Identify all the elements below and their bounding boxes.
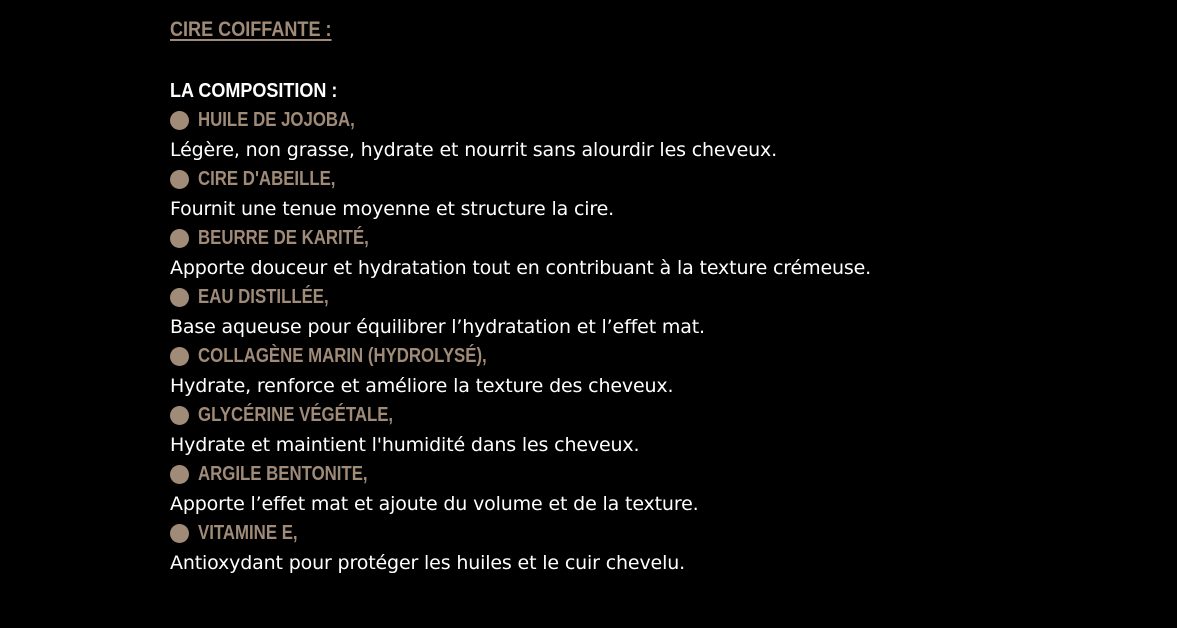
ingredient-item <box>170 518 1130 577</box>
bullet-circle-icon <box>170 465 189 484</box>
composition-heading: LA COMPOSITION : <box>170 80 338 102</box>
ingredient-name: EAU DISTILLÉE, <box>198 286 329 308</box>
ingredient-name-row <box>170 105 1130 136</box>
ingredient-name: ARGILE BENTONITE, <box>198 463 368 485</box>
ingredient-name: GLYCÉRINE VÉGÉTALE, <box>198 404 394 426</box>
ingredient-name: HUILE DE JOJOBA, <box>198 109 355 131</box>
ingredient-name-row <box>170 223 1130 254</box>
ingredient-description: Légère, non grasse, hydrate et nourrit sans alourdir les cheveux. <box>170 139 777 161</box>
ingredient-description: Fournit une tenue moyenne et structure la cire. <box>170 198 615 220</box>
page-title: CIRE COIFFANTE : <box>170 18 332 41</box>
ingredient-item <box>170 400 1130 459</box>
ingredient-name: CIRE D'ABEILLE, <box>198 168 336 190</box>
product-info <box>170 16 1130 577</box>
bullet-circle-icon <box>170 170 189 189</box>
ingredient-description: Apporte douceur et hydratation tout en contribuant à la texture crémeuse. <box>170 257 872 279</box>
ingredient-name-row <box>170 459 1130 490</box>
ingredient-name: VITAMINE E, <box>198 522 298 544</box>
ingredient-name-row <box>170 282 1130 313</box>
ingredient-list <box>170 105 1130 577</box>
ingredient-description: Hydrate, renforce et améliore la texture des cheveux. <box>170 375 674 397</box>
ingredient-name-row <box>170 400 1130 431</box>
ingredient-name-row <box>170 341 1130 372</box>
bullet-circle-icon <box>170 229 189 248</box>
ingredient-description: Hydrate et maintient l'humidité dans les cheveux. <box>170 434 640 456</box>
ingredient-name-row <box>170 518 1130 549</box>
ingredient-name-row <box>170 164 1130 195</box>
bullet-circle-icon <box>170 524 189 543</box>
ingredient-description: Antioxydant pour protéger les huiles et le cuir chevelu. <box>170 552 685 574</box>
bullet-circle-icon <box>170 111 189 130</box>
ingredient-item <box>170 341 1130 400</box>
ingredient-item <box>170 459 1130 518</box>
ingredient-name: BEURRE DE KARITÉ, <box>198 227 369 249</box>
ingredient-description: Base aqueuse pour équilibrer l’hydratation et l’effet mat. <box>170 316 705 338</box>
ingredient-item <box>170 223 1130 282</box>
ingredient-item <box>170 105 1130 164</box>
bullet-circle-icon <box>170 406 189 425</box>
ingredient-name: COLLAGÈNE MARIN (HYDROLYSÉ), <box>198 345 487 367</box>
ingredient-description: Apporte l’effet mat et ajoute du volume et de la texture. <box>170 493 699 515</box>
bullet-circle-icon <box>170 347 189 366</box>
bullet-circle-icon <box>170 288 189 307</box>
ingredient-item <box>170 164 1130 223</box>
ingredient-item <box>170 282 1130 341</box>
